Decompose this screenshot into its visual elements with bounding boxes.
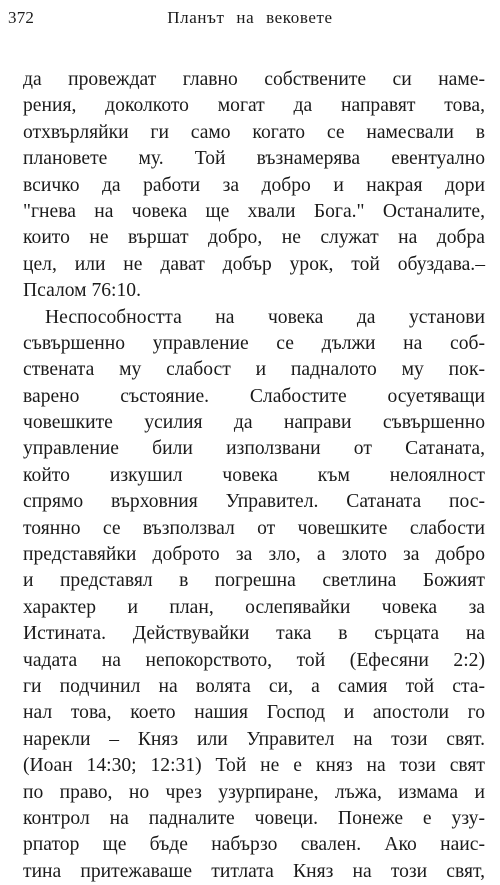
text-line: варено състояние. Слабостите осуетяващи <box>23 385 485 407</box>
text-line: представяйки доброто за зло, а злото за добро <box>23 544 485 566</box>
text-line: Неспособността на човека да установи <box>45 306 485 328</box>
text-line: (Иоан 14:30; 12:31) Той не е княз на този свят <box>23 755 485 777</box>
text-line: управление били използвани от Сатаната, <box>23 438 485 460</box>
text-line: "гнева на човека ще хвали Бога." Останалите, <box>23 200 485 222</box>
running-title: Планът на вековете <box>167 8 333 27</box>
text-line: по право, но чрез узурпиране, лъжа, измама и <box>23 781 485 803</box>
text-line: тина притежаваше титлата Княз на този свят, <box>23 860 485 882</box>
text-line: Псалом 76:10. <box>23 280 141 302</box>
paragraph <box>23 67 485 305</box>
paragraph <box>23 305 485 885</box>
text-line: рпатор ще бъде набързо свален. Ако наис- <box>23 834 485 856</box>
text-line: които не вършат добро, не служат на добра <box>23 227 485 249</box>
text-line: всичко да работи за добро и накрая дори <box>23 174 485 196</box>
text-line: да провеждат главно собствените си наме- <box>23 69 485 90</box>
body-text <box>23 67 485 885</box>
text-line: отхвърляйки ги само когато се намесвали в <box>23 121 485 143</box>
text-line: плановете му. Той възнамерява евентуално <box>23 148 485 170</box>
page-number: 372 <box>8 8 35 27</box>
page-header <box>8 8 492 32</box>
text-line: и представял в погрешна светлина Божият <box>23 570 485 592</box>
text-line: човешките усилия да направи съвършенно <box>23 412 485 434</box>
text-line: Истината. Действувайки така в сърцата на <box>23 623 485 645</box>
text-line: спрямо върховния Управител. Сатаната пос- <box>23 491 485 513</box>
text-line: който изкушил човека към нелоялност <box>23 464 485 486</box>
text-line: чадата на непокорството, той (Ефесяни 2:2) <box>23 649 485 671</box>
text-line: тоянно се възползвал от човешките слабости <box>23 517 485 539</box>
text-line: рения, доколкото могат да направят това, <box>23 95 485 117</box>
text-line: контрол на падналите човеци. Понеже е узу- <box>23 807 485 829</box>
text-line: ги подчинил на волята си, а самия той ста- <box>23 675 485 697</box>
text-line: съвършенно управление се дължи на соб- <box>23 332 485 354</box>
text-line: нал това, което нашия Господ и апостоли го <box>23 702 485 724</box>
text-line: нарекли – Княз или Управител на този свят. <box>23 728 485 750</box>
text-line: ствената му слабост и падналото му пок- <box>23 359 485 381</box>
text-line: характер и план, ослепявайки човека за <box>23 596 485 618</box>
text-line: цел, или не дават добър урок, той обуздава.– <box>23 253 485 275</box>
